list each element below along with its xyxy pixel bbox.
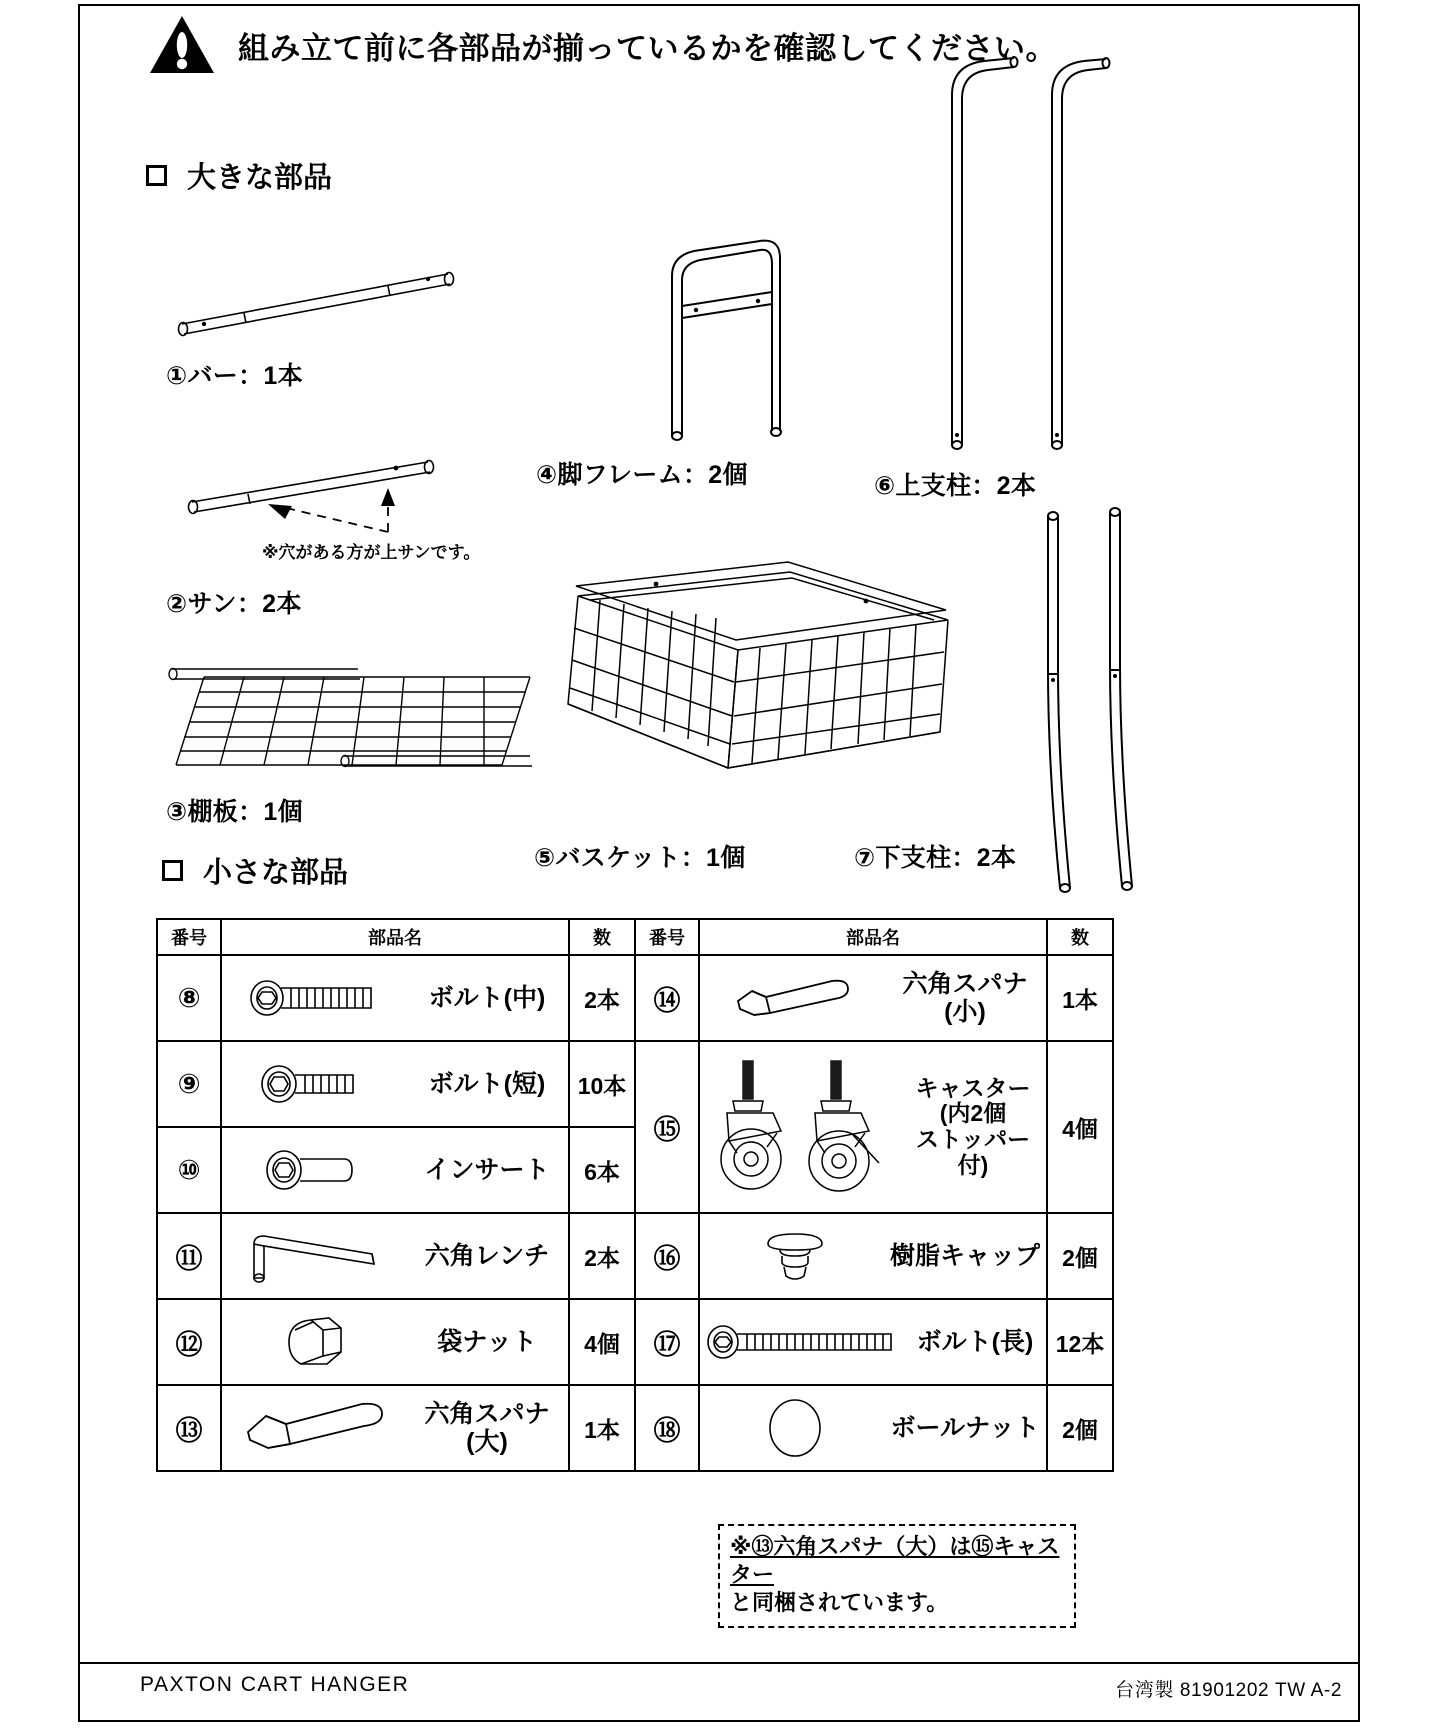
header-name-left: 部品名	[221, 919, 569, 955]
bolt-short-icon	[222, 1064, 412, 1104]
packaging-note-line1: ※⑬六角スパナ（大）は⑮キャスター	[730, 1534, 1060, 1588]
leg-frame-drawing	[650, 236, 800, 446]
row-qty: 10本	[569, 1041, 635, 1127]
row-part	[221, 1127, 569, 1213]
row-qty: 6本	[569, 1127, 635, 1213]
header-name-right: 部品名	[699, 919, 1047, 955]
row-part	[221, 955, 569, 1041]
table-header-row	[157, 919, 1113, 955]
small-parts-heading-label: 小さな部品	[203, 857, 349, 889]
packaging-note-box	[718, 1524, 1076, 1628]
part-name: ボールナット	[890, 1414, 1040, 1442]
row-part	[699, 955, 1047, 1041]
caster-icon	[700, 1057, 906, 1197]
checkbox-square-icon	[146, 165, 167, 186]
ball-nut-icon	[700, 1397, 890, 1459]
warning-text: 組み立て前に各部品が揃っているかを確認してください。	[238, 30, 1057, 66]
part-caption-5: ⑤バスケット：1個	[534, 844, 746, 872]
lower-post-drawing	[1026, 508, 1156, 898]
large-parts-heading-label: 大きな部品	[187, 162, 333, 194]
header-number-left: 番号	[157, 919, 221, 955]
part-caption-4: ④脚フレーム：2個	[536, 461, 748, 489]
upper-post-drawing	[930, 45, 1110, 455]
row-number: ⑩	[157, 1127, 221, 1213]
part-caption-3: ③棚板：1個	[166, 798, 303, 826]
row-part	[699, 1385, 1047, 1471]
part-name: ボルト(短)	[428, 1070, 546, 1098]
header-qty-right: 数	[1047, 919, 1113, 955]
row-part	[221, 1213, 569, 1299]
row-qty: 2本	[569, 955, 635, 1041]
small-parts-heading	[162, 850, 348, 891]
row-qty: 2個	[1047, 1213, 1113, 1299]
part-name: 六角レンチ	[424, 1242, 550, 1270]
table-row	[157, 1299, 1113, 1385]
basket-drawing	[560, 548, 960, 818]
row-number: ⑫	[157, 1299, 221, 1385]
row-number: ⑱	[635, 1385, 699, 1471]
row-qty: 4個	[1047, 1041, 1113, 1213]
large-parts-heading	[146, 155, 332, 196]
row-qty: 1本	[1047, 955, 1113, 1041]
resin-cap-icon	[700, 1230, 890, 1282]
row-number: ⑰	[635, 1299, 699, 1385]
table-row	[157, 1041, 1113, 1127]
row-part	[221, 1385, 569, 1471]
part-name: ボルト(中)	[428, 984, 546, 1012]
part-caption-2: ②サン：2本	[166, 590, 302, 618]
part-name: 六角スパナ(大)	[424, 1400, 550, 1456]
cap-nut-icon	[222, 1312, 412, 1372]
warning-triangle-icon	[148, 14, 216, 76]
row-part	[221, 1041, 569, 1127]
footer-divider	[80, 1662, 1358, 1664]
bolt-long-icon	[700, 1322, 910, 1362]
row-qty: 4個	[569, 1299, 635, 1385]
row-number: ⑬	[157, 1385, 221, 1471]
row-number: ⑨	[157, 1041, 221, 1127]
row-qty: 2個	[1047, 1385, 1113, 1471]
part-name: キャスター (内2個 ストッパー付)	[915, 1074, 1031, 1178]
hex-spanner-large-icon	[222, 1398, 412, 1458]
row-number: ⑮	[635, 1041, 699, 1213]
row-part	[699, 1299, 1047, 1385]
part-caption-6: ⑥上支柱：2本	[874, 472, 1037, 500]
part-name: ボルト(長)	[916, 1328, 1034, 1356]
table-row	[157, 1385, 1113, 1471]
part-name: 六角スパナ(小)	[902, 970, 1028, 1026]
bolt-medium-icon	[222, 978, 412, 1018]
hex-wrench-icon	[222, 1228, 412, 1284]
row-qty: 1本	[569, 1385, 635, 1471]
table-row	[157, 1213, 1113, 1299]
packaging-note-line2: と同梱されています。	[730, 1590, 949, 1616]
table-row	[157, 955, 1113, 1041]
part-name: 袋ナット	[437, 1328, 537, 1356]
part-name: 樹脂キャップ	[890, 1242, 1041, 1270]
footer-origin-code: 台湾製 81901202 TW A-2	[1115, 1680, 1342, 1701]
footer-product-name: PAXTON CART HANGER	[140, 1673, 410, 1696]
part-name: インサート	[424, 1156, 550, 1184]
bar-drawing	[170, 262, 460, 342]
checkbox-square-icon-2	[162, 860, 183, 881]
row-part	[699, 1041, 1047, 1213]
shelf-board-drawing	[158, 655, 548, 790]
row-number: ⑧	[157, 955, 221, 1041]
san-note-text: ※穴がある方が上サンです。	[262, 543, 481, 562]
header-qty-left: 数	[569, 919, 635, 955]
row-qty: 2本	[569, 1213, 635, 1299]
row-part	[699, 1213, 1047, 1299]
part-caption-1: ①バー：1本	[166, 362, 303, 390]
row-number: ⑪	[157, 1213, 221, 1299]
insert-icon	[222, 1149, 412, 1191]
header-number-right: 番号	[635, 919, 699, 955]
warning-banner	[148, 14, 1057, 76]
row-number: ⑯	[635, 1213, 699, 1299]
hex-spanner-small-icon	[700, 975, 890, 1021]
row-qty: 12本	[1047, 1299, 1113, 1385]
row-part	[221, 1299, 569, 1385]
small-parts-table	[156, 918, 1114, 1472]
part-caption-7: ⑦下支柱：2本	[854, 844, 1017, 872]
row-number: ⑭	[635, 955, 699, 1041]
